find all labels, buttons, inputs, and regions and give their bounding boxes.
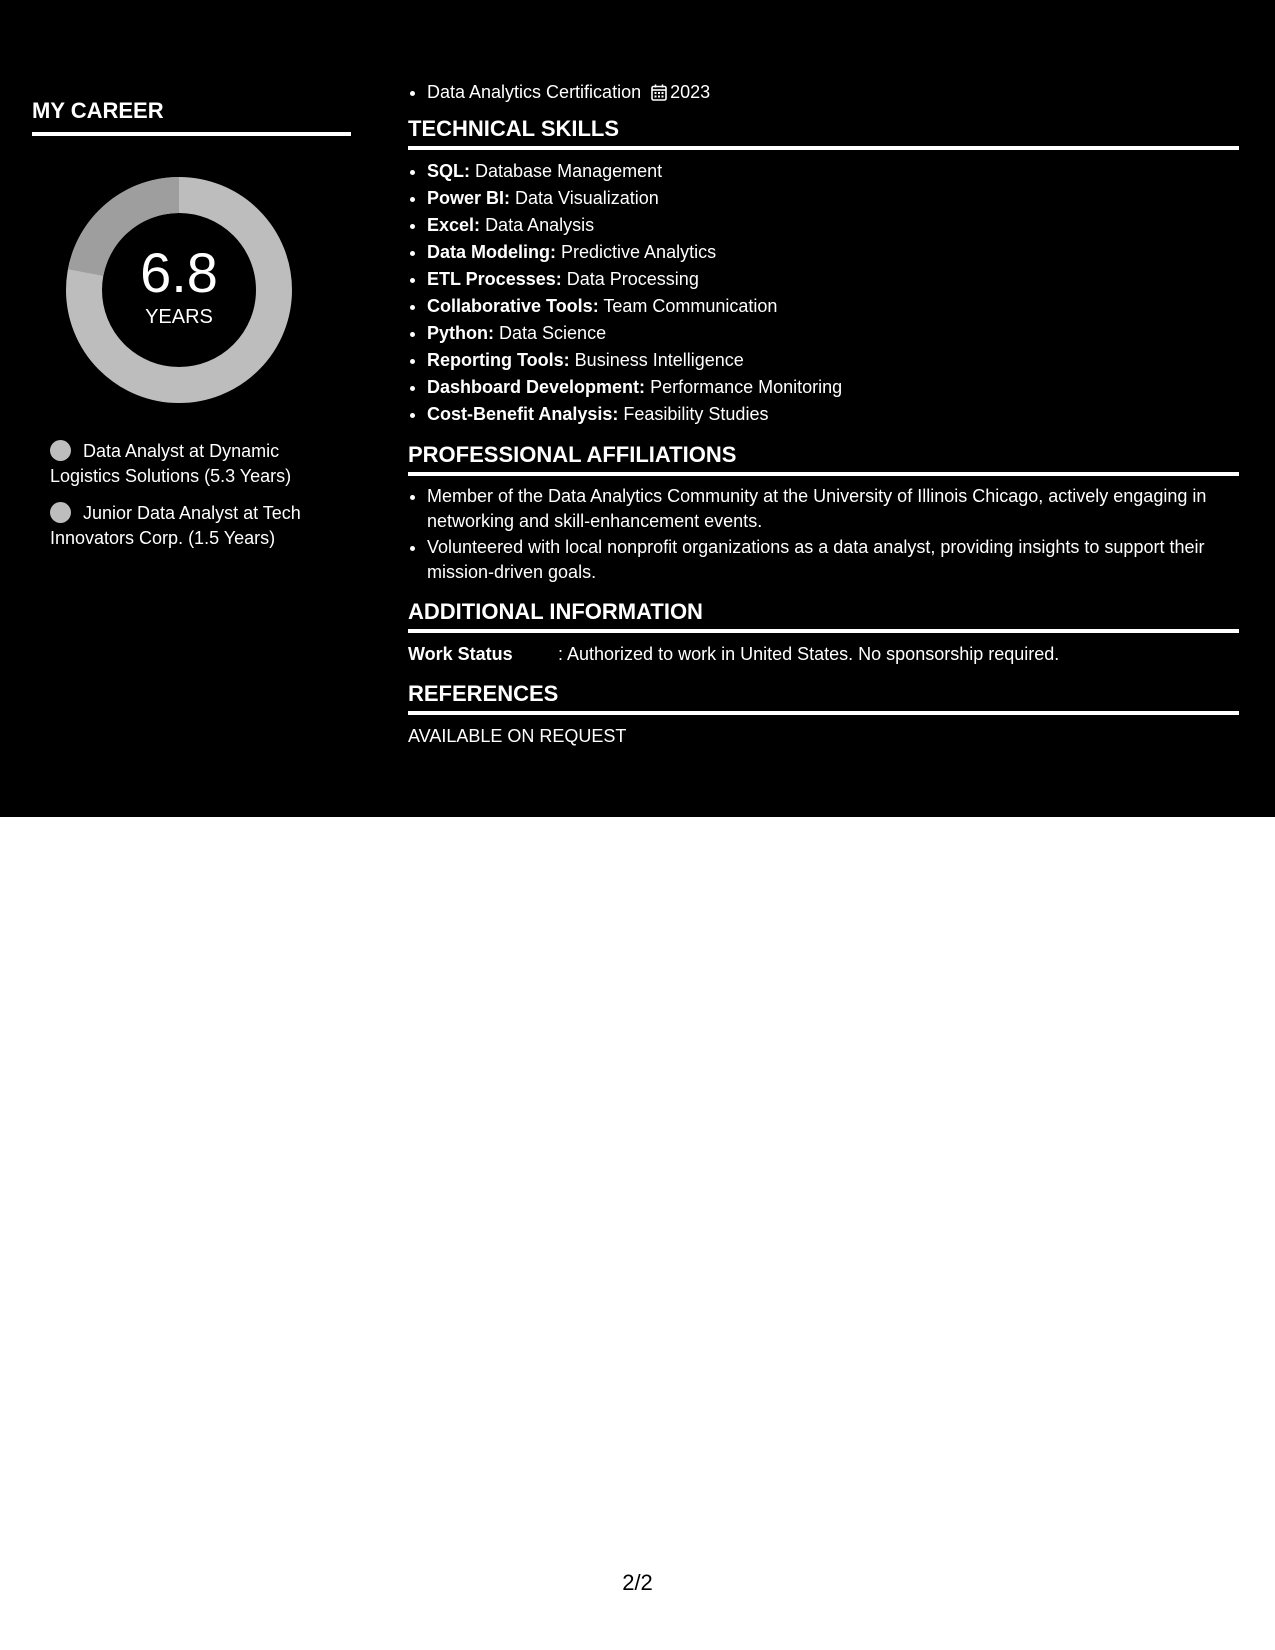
work-status-row: [408, 641, 1239, 667]
skill-detail: Data Visualization: [515, 188, 659, 208]
skill-name: Power BI:: [427, 188, 511, 208]
career-column: [32, 96, 351, 563]
career-entry-text: Junior Data Analyst at Tech Innovators Corp. (1.5 Years): [50, 503, 301, 548]
career-entries-list: [50, 439, 350, 551]
skill-item: [427, 185, 1239, 212]
affiliations-heading: PROFESSIONAL AFFILIATIONS: [408, 440, 1239, 476]
skill-name: Reporting Tools:: [427, 350, 570, 370]
affiliations-list: [408, 484, 1239, 585]
skill-name: Excel:: [427, 215, 481, 235]
skill-item: [427, 347, 1239, 374]
skill-item: [427, 239, 1239, 266]
details-column: [408, 78, 1239, 749]
skill-item: [427, 401, 1239, 428]
page-number: 2/2: [622, 1570, 653, 1595]
skill-name: Data Modeling:: [427, 242, 556, 262]
affiliation-item: • Member of the Data Analytics Community at the University of Illinois Chicago, actively engaging in networking and skill-enhancement events.: [427, 484, 1239, 534]
skill-name: Python:: [427, 323, 494, 343]
total-years-unit: YEARS: [145, 306, 213, 328]
skill-detail: Predictive Analytics: [561, 242, 717, 262]
skill-item: [427, 374, 1239, 401]
skill-item: [427, 320, 1239, 347]
career-entry: [50, 501, 350, 551]
additional-info-heading: ADDITIONAL INFORMATION: [408, 597, 1239, 633]
skill-detail: Data Science: [499, 323, 607, 343]
skill-detail: Data Processing: [566, 269, 699, 289]
technical-skills-list: [408, 158, 1239, 428]
references-heading: REFERENCES: [408, 679, 1239, 715]
skill-detail: Performance Monitoring: [650, 377, 843, 397]
career-donut-chart: [66, 177, 292, 403]
career-heading: MY CAREER: [32, 96, 351, 136]
donut-center-label: [66, 177, 292, 403]
skill-item: [427, 293, 1239, 320]
skill-name: Dashboard Development:: [427, 377, 646, 397]
skill-item: [427, 158, 1239, 185]
technical-skills-heading: TECHNICAL SKILLS: [408, 114, 1239, 150]
skill-item: [427, 212, 1239, 239]
work-status-label: Work Status: [408, 644, 513, 664]
skill-detail: Business Intelligence: [574, 350, 744, 370]
work-status-value: : Authorized to work in United States. No sponsorship required.: [558, 644, 1060, 664]
skill-name: Cost-Benefit Analysis:: [427, 404, 619, 424]
total-years-value: 6.8: [140, 241, 218, 304]
skill-name: SQL:: [427, 161, 470, 181]
skill-detail: Database Management: [475, 161, 663, 181]
career-dot-icon: [50, 502, 71, 523]
certification-year: 2023: [670, 82, 711, 102]
career-entry-text: Data Analyst at Dynamic Logistics Solutions (5.3 Years): [50, 441, 292, 486]
skill-name: Collaborative Tools:: [427, 296, 599, 316]
calendar-icon: [651, 84, 667, 101]
certification-item: [427, 78, 1239, 106]
career-dot-icon: [50, 440, 71, 461]
skill-name: ETL Processes:: [427, 269, 562, 289]
affiliation-item: • Volunteered with local nonprofit organizations as a data analyst, providing insights to support their mission-driven goals.: [427, 535, 1239, 585]
skill-detail: Feasibility Studies: [623, 404, 769, 424]
resume-page-dark-band: [0, 0, 1275, 817]
skill-item: [427, 266, 1239, 293]
career-entry: [50, 439, 350, 489]
certification-name: Data Analytics Certification: [427, 82, 642, 102]
certification-list: [408, 78, 1239, 106]
skill-detail: Data Analysis: [485, 215, 595, 235]
skill-detail: Team Communication: [603, 296, 778, 316]
references-text: AVAILABLE ON REQUEST: [408, 726, 627, 746]
